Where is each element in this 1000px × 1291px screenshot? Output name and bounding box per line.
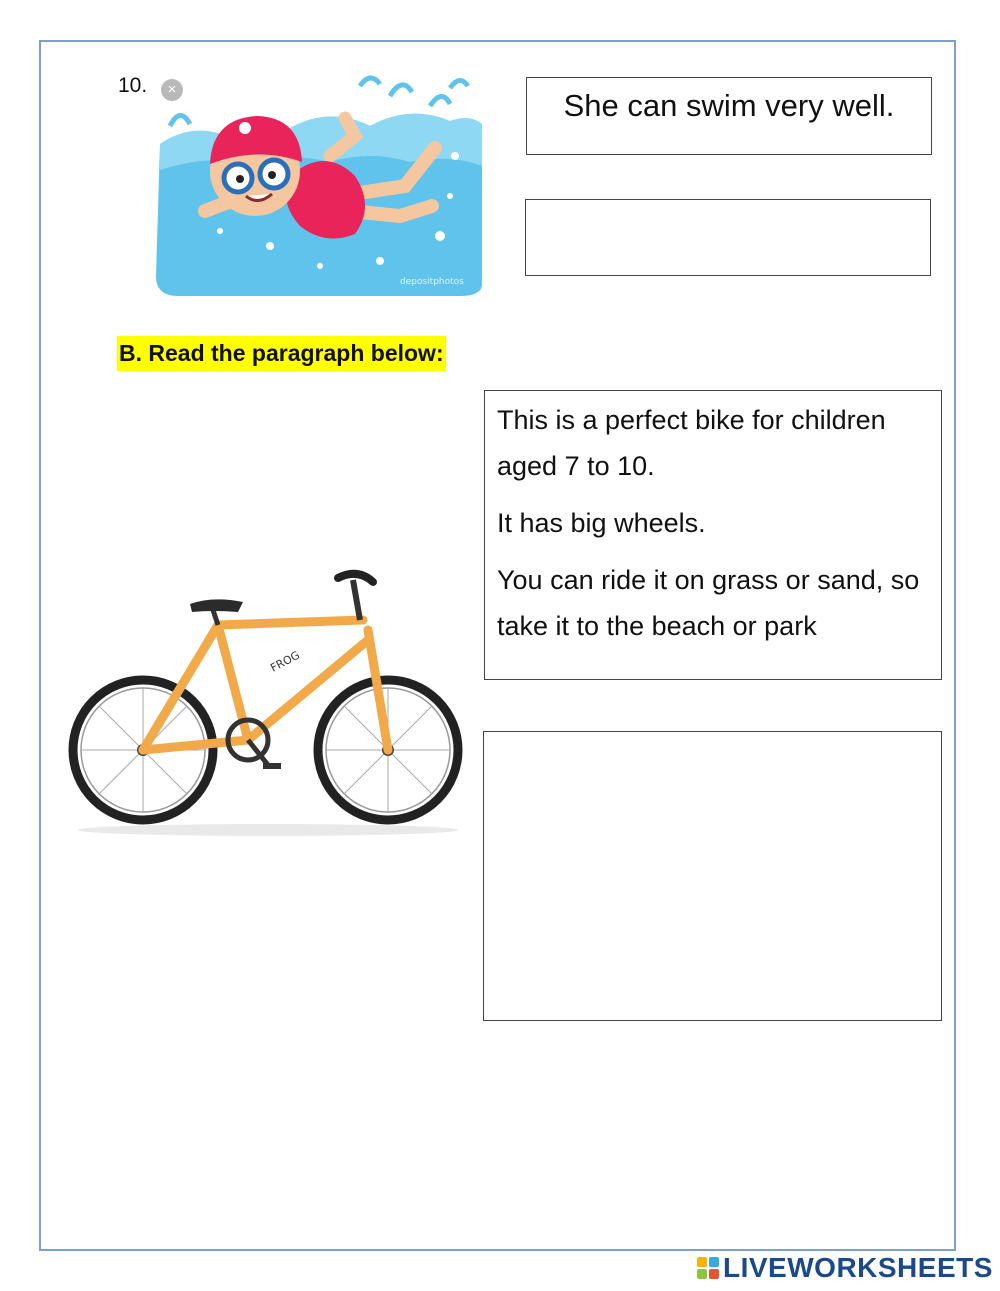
paragraph-line: This is a perfect bike for children aged 7 to 10. xyxy=(497,405,886,481)
svg-text:FROG: FROG xyxy=(268,648,302,675)
paragraph-line: It has big wheels. xyxy=(497,508,706,538)
paragraph-box xyxy=(484,390,942,680)
close-icon[interactable]: × xyxy=(161,79,183,101)
answer-box[interactable] xyxy=(483,731,942,1021)
liveworksheets-logo xyxy=(697,1252,993,1284)
bicycle-illustration xyxy=(68,560,468,845)
brand-text: LIVEWORKSHEETS xyxy=(723,1252,993,1283)
swimmer-illustration xyxy=(150,66,484,298)
answer-box[interactable] xyxy=(525,199,931,276)
paragraph-line: You can ride it on grass or sand, so take it to the beach or park xyxy=(497,565,920,641)
question-number: 10. xyxy=(118,74,148,97)
sentence-text: She can swim very well. xyxy=(563,88,895,123)
liveworksheets-logo-icon xyxy=(697,1257,719,1279)
section-heading: B. Read the paragraph below: xyxy=(117,336,446,371)
svg-text:depositphotos: depositphotos xyxy=(400,277,464,287)
sentence-box xyxy=(526,77,932,155)
